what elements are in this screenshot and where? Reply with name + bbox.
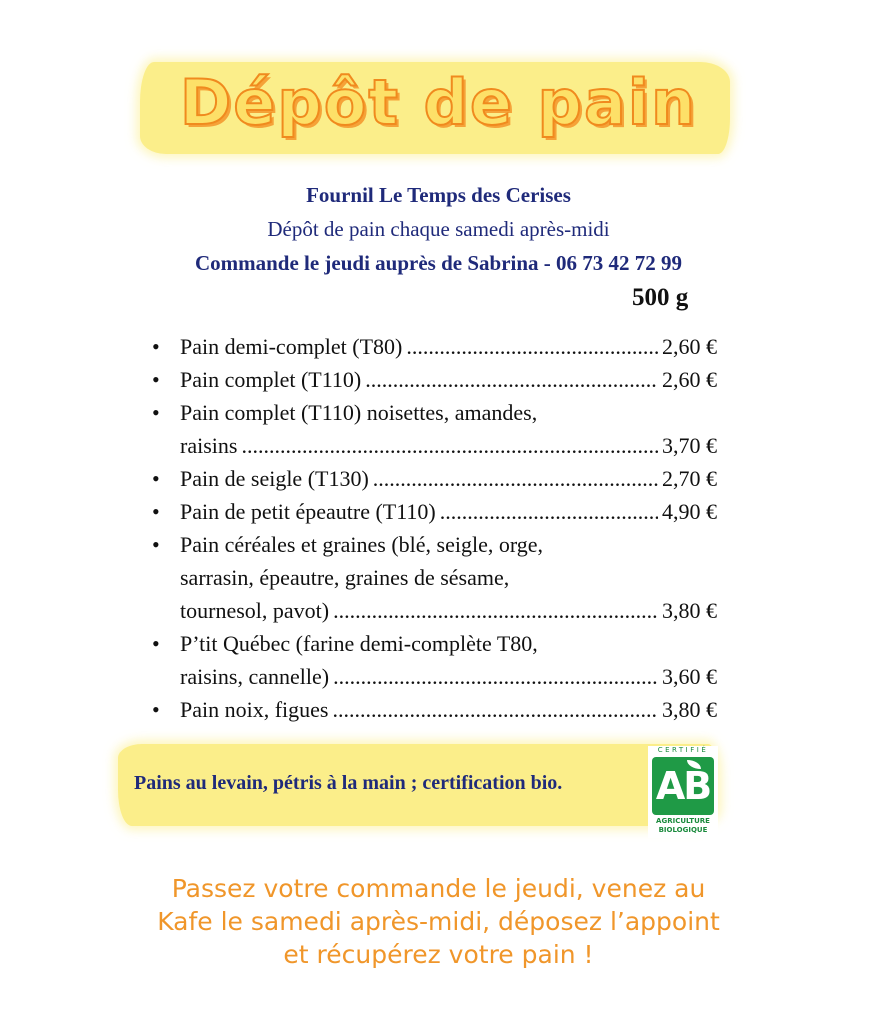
item-price-row [180, 594, 717, 627]
item-name-line: • P’tit Québec (farine demi-complète T80, [180, 631, 538, 656]
item-price: 3,80 € [662, 697, 717, 722]
price-item [152, 528, 717, 627]
footer-instructions [0, 872, 877, 971]
item-price: 3,60 € [662, 664, 717, 689]
item-price: 3,80 € [662, 598, 717, 623]
item-name-line: sarrasin, épeautre, graines de sésame, [180, 565, 510, 590]
order-contact: Commande le jeudi auprès de Sabrina - 06 73 42 72 99 [194, 251, 683, 275]
item-name-line: • Pain céréales et graines (blé, seigle, orge, [180, 532, 544, 557]
dot-leader [333, 693, 659, 726]
dot-leader [333, 660, 658, 693]
item-name: • Pain de seigle (T130) [180, 466, 369, 491]
price-item [152, 330, 717, 363]
dot-leader [241, 429, 658, 462]
price-item [152, 627, 717, 693]
item-price-row [180, 330, 717, 363]
item-name: raisins, cannelle) [180, 664, 330, 689]
item-price-row [180, 429, 717, 462]
logo-caption-line2: BIOLOGIQUE [658, 826, 708, 834]
ab-logo-mark [652, 757, 714, 815]
bakery-header [0, 178, 877, 280]
page-title: Dépôt de pain [179, 66, 698, 139]
item-name: • Pain de petit épeautre (T110) [180, 499, 436, 524]
item-price: 2,60 € [662, 367, 717, 392]
dot-leader [440, 495, 658, 528]
item-price-row [180, 693, 717, 726]
certification-note: Pains au levain, pétris à la main ; certification bio. [134, 772, 563, 794]
logo-certified-text: CERTIFIÉ [657, 746, 709, 754]
item-price: 2,60 € [662, 334, 717, 359]
logo-caption [648, 817, 718, 835]
item-price: 4,90 € [662, 499, 717, 524]
pickup-schedule: Dépôt de pain chaque samedi après-midi [267, 217, 610, 241]
price-item [152, 396, 717, 462]
weight-label: 500 g [632, 284, 689, 311]
footer-line1: Passez votre commande le jeudi, venez au [171, 874, 706, 903]
item-name: • Pain demi-complet (T80) [180, 334, 403, 359]
price-item [152, 462, 717, 495]
price-item [152, 363, 717, 396]
item-name: raisins [180, 433, 238, 458]
item-name: tournesol, pavot) [180, 598, 330, 623]
dot-leader [406, 330, 658, 363]
price-item [152, 495, 717, 528]
item-price-row [180, 363, 717, 396]
bakery-name: Fournil Le Temps des Cerises [306, 183, 571, 207]
item-price-row [180, 462, 717, 495]
item-name: • Pain complet (T110) [180, 367, 362, 392]
dot-leader [365, 363, 658, 396]
item-price-row [180, 660, 717, 693]
logo-mark-text: AB [655, 764, 711, 808]
logo-caption-line1: AGRICULTURE [656, 817, 710, 825]
item-price: 3,70 € [662, 433, 717, 458]
ab-organic-logo [648, 746, 718, 838]
price-item [152, 693, 717, 726]
item-name: • Pain noix, figues [180, 697, 329, 722]
dot-leader [373, 462, 658, 495]
item-name-line: • Pain complet (T110) noisettes, amandes, [180, 400, 538, 425]
price-list [152, 330, 717, 726]
item-price: 2,70 € [662, 466, 717, 491]
item-price-row [180, 495, 717, 528]
footer-line2: Kafe le samedi après-midi, déposez l’appoint [157, 907, 720, 936]
dot-leader [333, 594, 658, 627]
footer-line3: et récupérez votre pain ! [283, 940, 594, 969]
